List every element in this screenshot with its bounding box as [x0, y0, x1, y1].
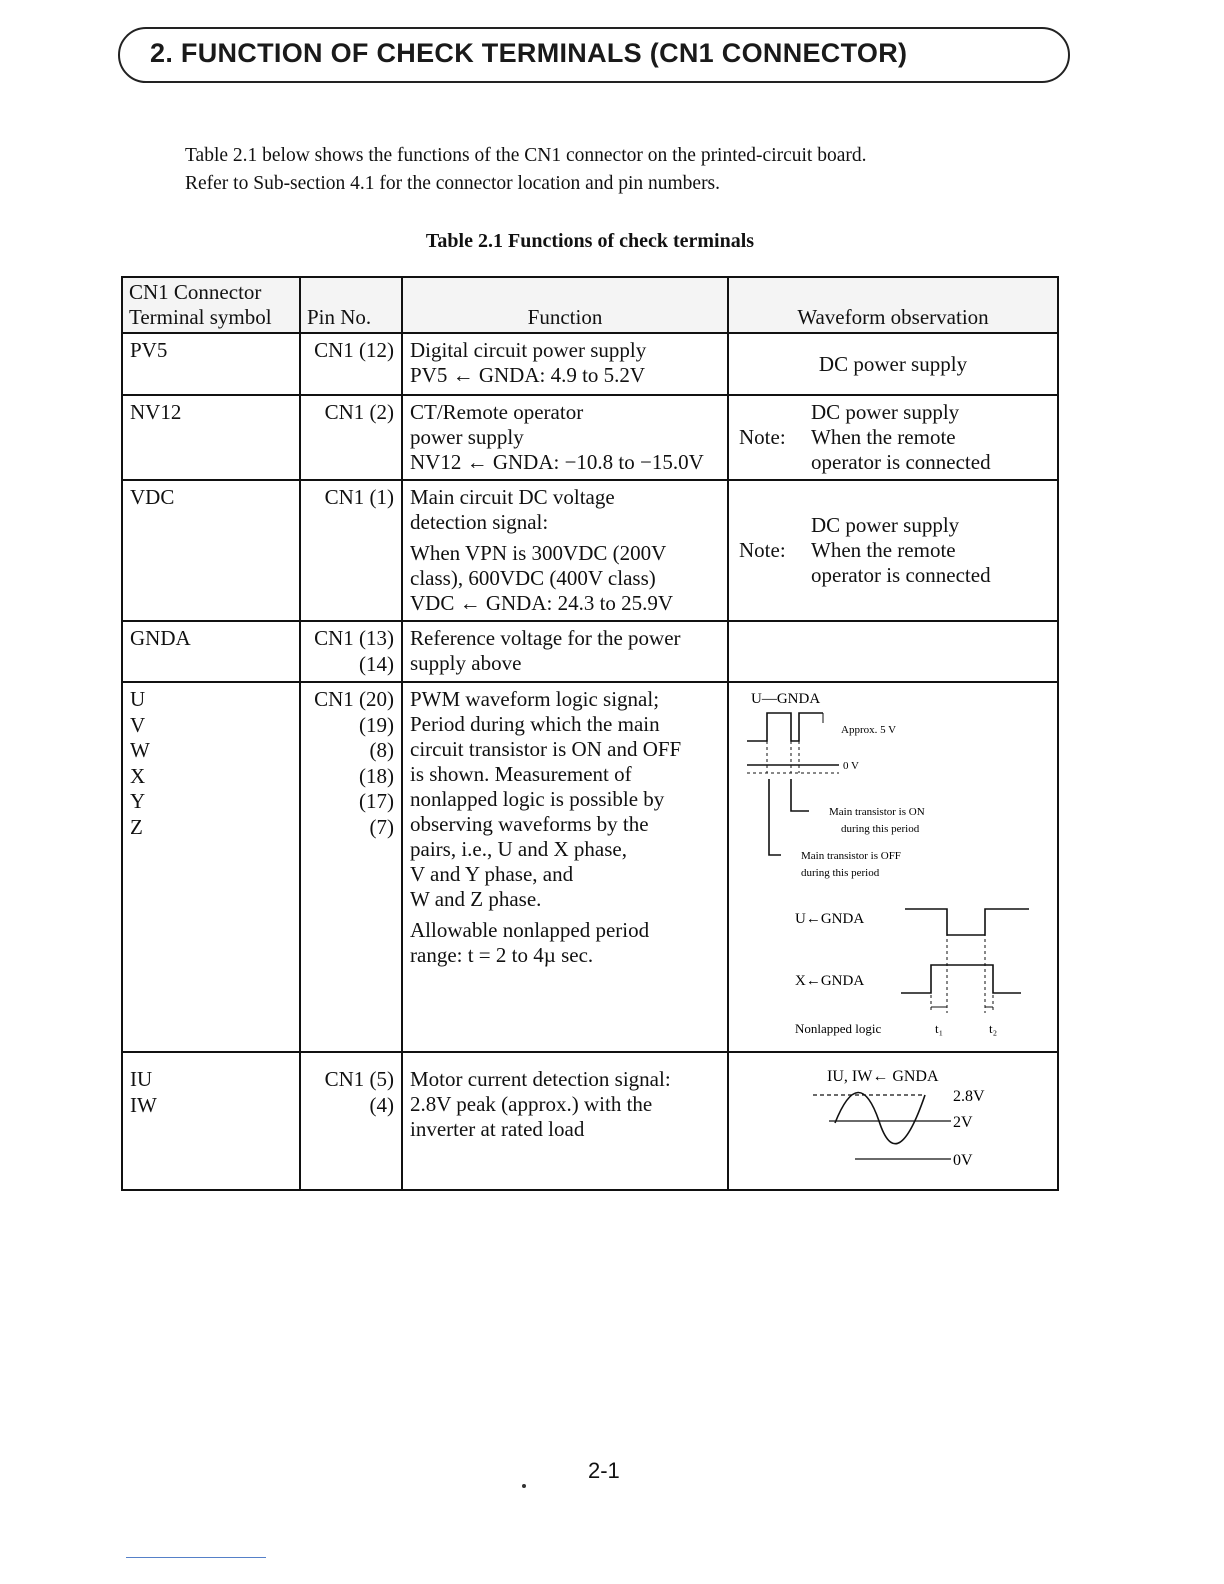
note-label: Note:	[739, 425, 786, 449]
intro-line-1: Table 2.1 below shows the functions of the CN1 connector on the printed-circuit board.	[185, 145, 867, 166]
zero-0v-label: 0V	[953, 1152, 973, 1169]
terminal-symbol-cell: IU IW	[122, 1052, 300, 1190]
function-cell: Main circuit DC voltage detection signal: When VPN is 300VDC (200V class), 600VDC (400V class) VDC ← GNDA: 24.3 to 25.9V	[402, 480, 728, 621]
function-cell: CT/Remote operator power supply NV12 ← GNDA: −10.8 to −15.0V	[402, 395, 728, 480]
transistor-off-label-1: Main transistor is OFF	[801, 850, 901, 862]
table-caption: Table 2.1 Functions of check terminals	[425, 230, 755, 252]
pin-cell: CN1 (2)	[300, 395, 402, 480]
section-title: 2. FUNCTION OF CHECK TERMINALS (CN1 CONNECTOR)	[150, 38, 908, 68]
pin-cell: CN1 (13) (14)	[300, 621, 402, 682]
terminal-symbol-cell: GNDA	[122, 621, 300, 682]
nonlapped-logic-label: Nonlapped logic	[795, 1021, 882, 1036]
iu-iw-gnda-label: IU, IW← GNDA	[827, 1068, 939, 1085]
terminal-symbol-cell: U V W X Y Z	[122, 682, 300, 1052]
table-header-row	[122, 277, 1058, 333]
x-gnda-label: X←GNDA	[795, 973, 865, 989]
table-row	[122, 682, 1058, 1052]
header-pin-no: Pin No.	[300, 277, 402, 333]
terminal-symbol-cell: PV5	[122, 333, 300, 395]
pwm-waveform-diagram	[729, 683, 1045, 1045]
transistor-off-label-2: during this period	[801, 867, 880, 879]
function-cell: PWM waveform logic signal; Period during which the main circuit transistor is ON and OFF is shown. Measurement of nonlapped logic is possible by observing waveforms by the pairs, i.e., U and X phase, V and Y phase, and W and Z phase. Allowable nonlapped period range: t = 2 to 4µ sec.	[402, 682, 728, 1052]
waveform-cell: DC power supply Note: When the remote operator is connected	[728, 480, 1058, 621]
footer-rule	[126, 1557, 266, 1558]
pin-cell: CN1 (12)	[300, 333, 402, 395]
check-terminals-table	[121, 276, 1059, 1191]
u-gnda-label: U—GNDA	[751, 691, 821, 707]
pin-cell: CN1 (20) (19) (8) (18) (17) (7)	[300, 682, 402, 1052]
zero-volt-label: 0 V	[843, 760, 859, 772]
function-cell: Motor current detection signal: 2.8V peak (approx.) with the inverter at rated load	[402, 1052, 728, 1190]
terminal-symbol-cell: NV12	[122, 395, 300, 480]
header-waveform: Waveform observation	[728, 277, 1058, 333]
waveform-cell	[728, 621, 1058, 682]
table-row	[122, 621, 1058, 682]
terminal-symbol-cell: VDC	[122, 480, 300, 621]
header-terminal-symbol: CN1 Connector Terminal symbol	[122, 277, 300, 333]
t2-label: t₂	[989, 1021, 998, 1036]
transistor-on-label-1: Main transistor is ON	[829, 806, 925, 818]
pin-cell: CN1 (5) (4)	[300, 1052, 402, 1190]
table-row	[122, 480, 1058, 621]
current-waveform-diagram	[729, 1053, 1045, 1183]
function-cell: Reference voltage for the power supply above	[402, 621, 728, 682]
table-row	[122, 333, 1058, 395]
peak-2-8v-label: 2.8V	[953, 1088, 985, 1105]
function-cell: Digital circuit power supply PV5 ← GNDA: 4.9 to 5.2V	[402, 333, 728, 395]
approx-5v-label: Approx. 5 V	[841, 724, 897, 736]
intro-line-2: Refer to Sub-section 4.1 for the connector location and pin numbers.	[185, 173, 721, 194]
header-function: Function	[402, 277, 728, 333]
intro-text	[185, 142, 1065, 198]
t1-label: t₁	[935, 1021, 944, 1036]
waveform-cell	[728, 682, 1058, 1052]
waveform-cell	[728, 1052, 1058, 1190]
waveform-cell: DC power supply Note: When the remote operator is connected	[728, 395, 1058, 480]
page-number: 2-1	[588, 1458, 620, 1483]
table-row	[122, 395, 1058, 480]
transistor-on-label-2: during this period	[841, 823, 920, 835]
note-label: Note:	[739, 538, 786, 562]
scan-speck	[522, 1484, 526, 1488]
mid-2v-label: 2V	[953, 1114, 973, 1131]
waveform-cell: DC power supply	[728, 333, 1058, 395]
table-row	[122, 1052, 1058, 1190]
pin-cell: CN1 (1)	[300, 480, 402, 621]
u-gnda-label-2: U←GNDA	[795, 911, 865, 927]
